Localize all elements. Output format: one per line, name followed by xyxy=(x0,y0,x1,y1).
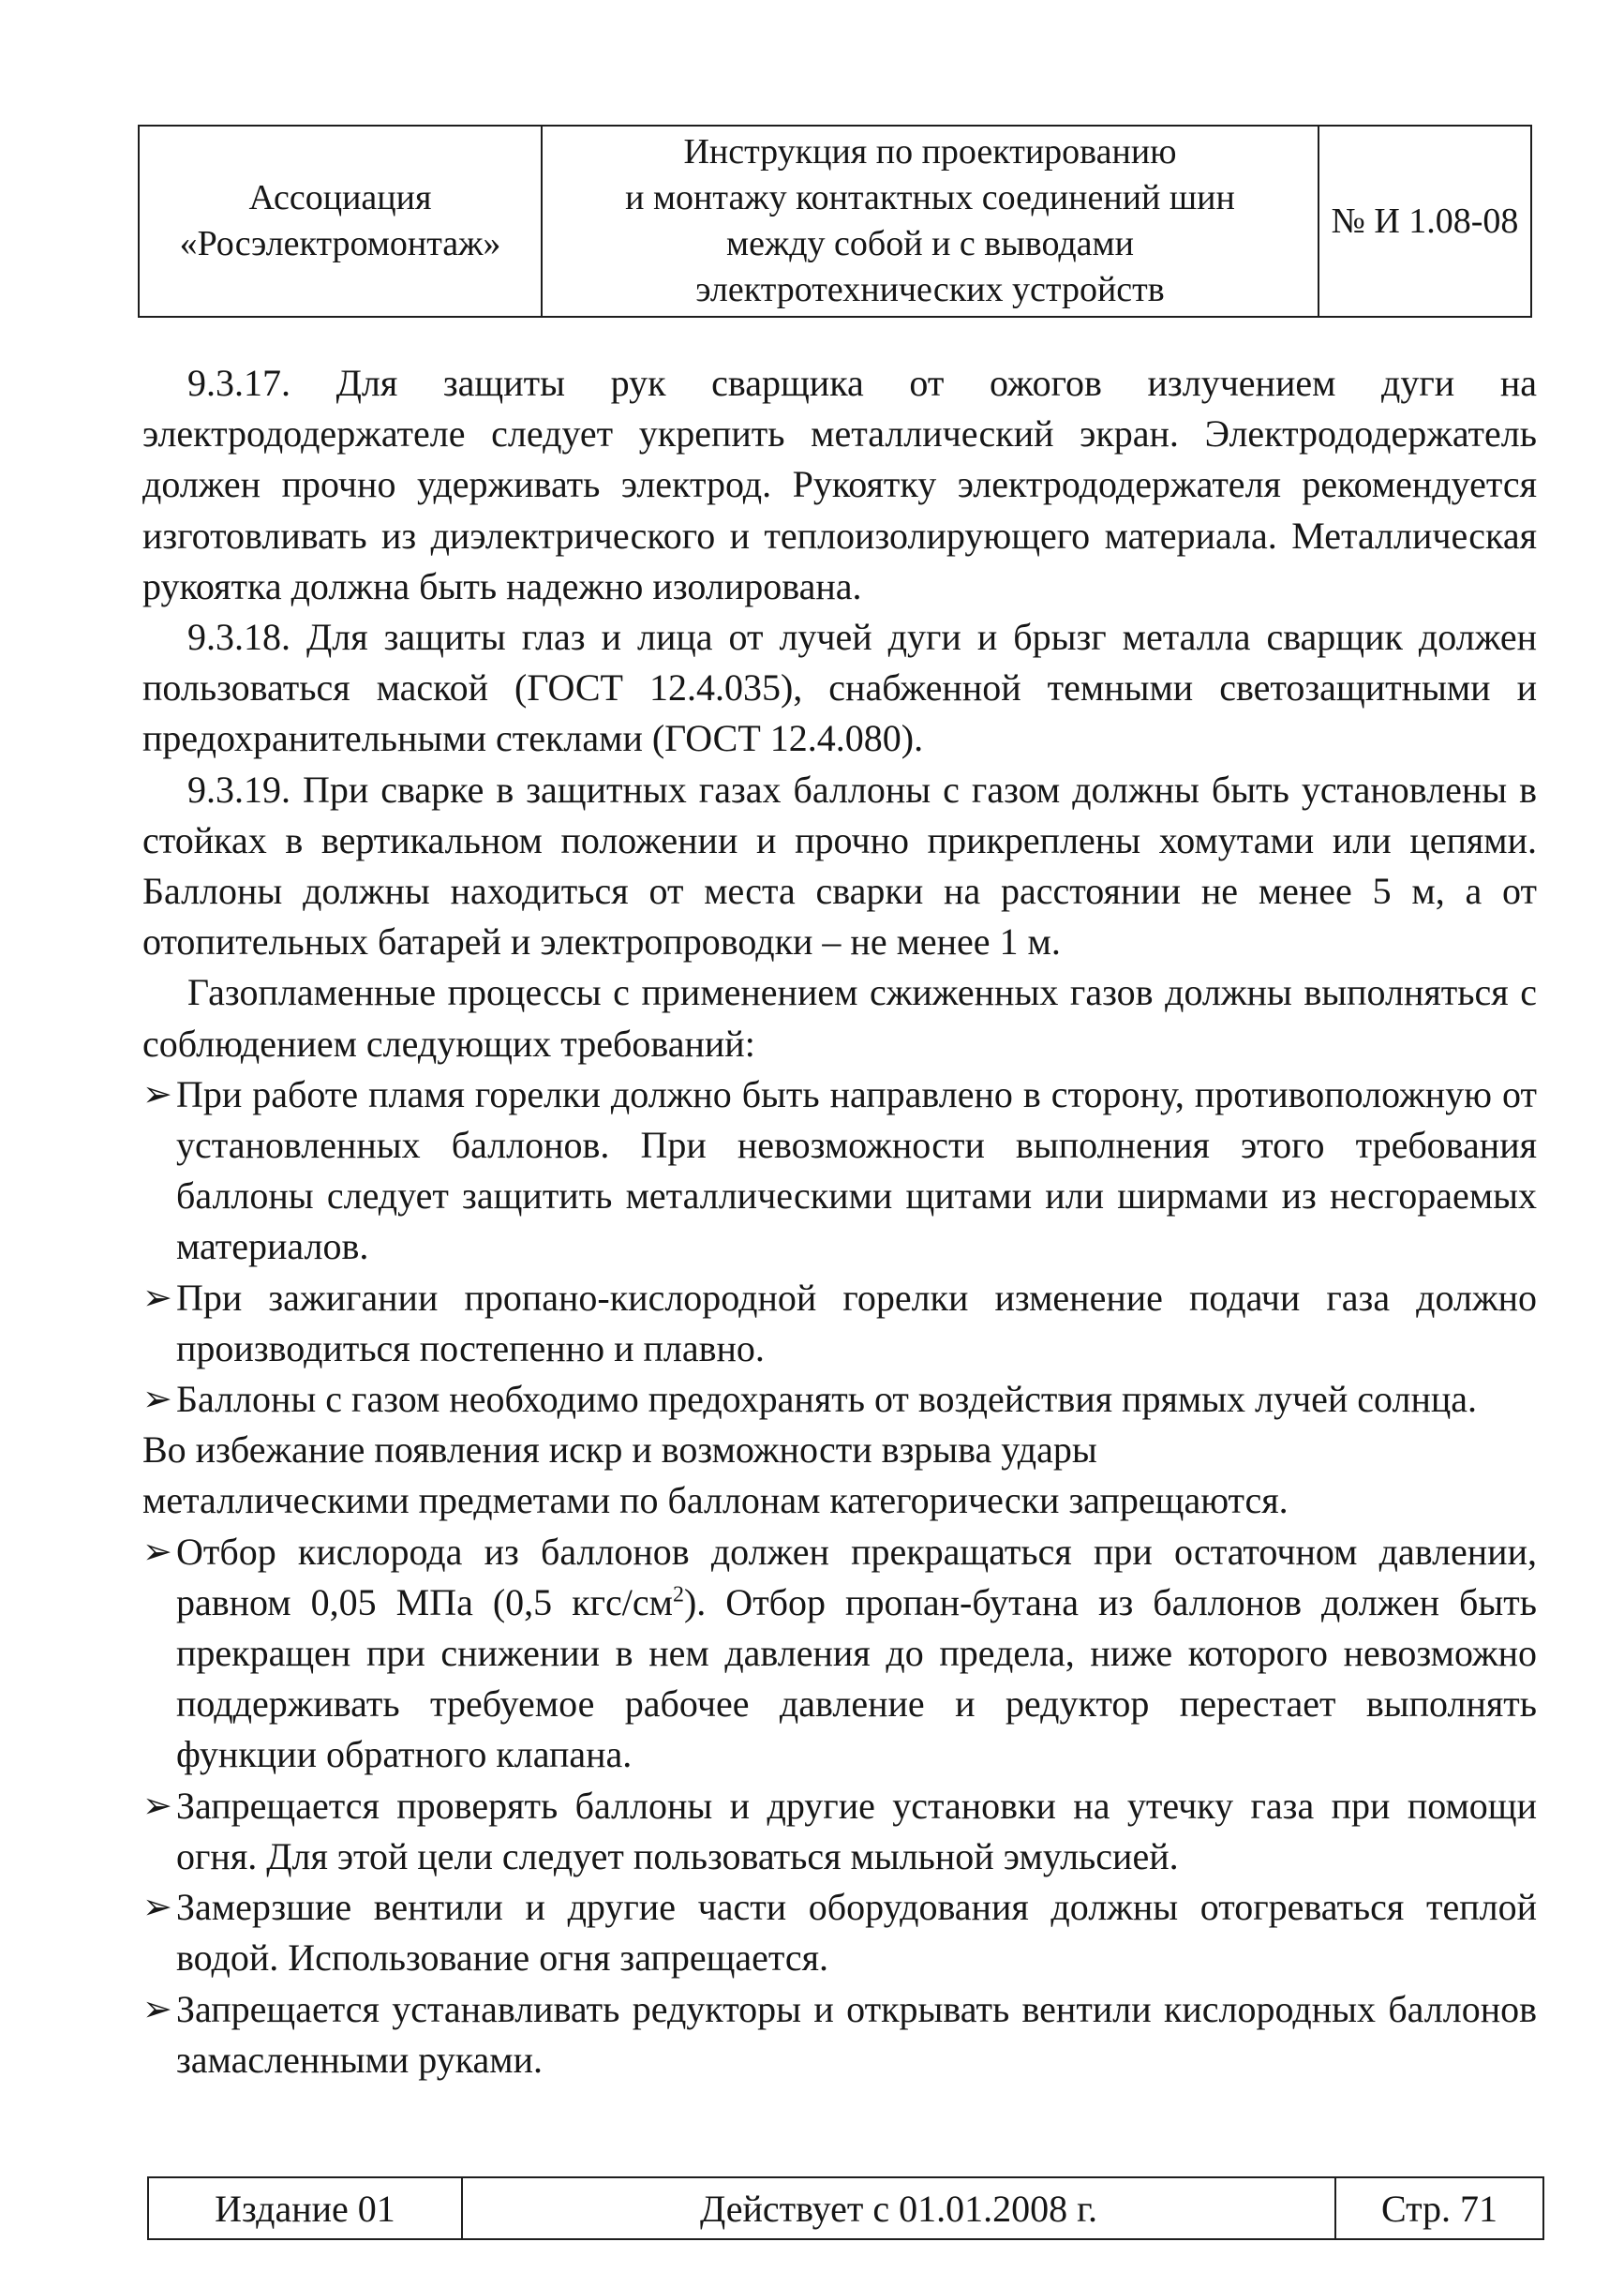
list-item-text: Запрещается проверять баллоны и другие установки на утечку газа при помощи огня. Для этой цели следует пользоваться мыльной эмульсией. xyxy=(176,1784,1537,1877)
list-item-text: Запрещается устанавливать редукторы и открывать вентили кислородных баллонов замасленными руками. xyxy=(176,1987,1537,2081)
page-number: Стр. 71 xyxy=(1380,2187,1498,2230)
edition-cell xyxy=(148,2177,462,2239)
document-title-cell xyxy=(542,126,1319,317)
page-number-cell xyxy=(1335,2177,1543,2239)
superscript-2: 2 xyxy=(672,1582,684,1607)
list-item xyxy=(142,1781,1537,1882)
organization-line: «Росэлектромонтаж» xyxy=(179,224,501,263)
gas-flame-intro: Газопламенные процессы с применением сжиженных газов должны выполняться с соблюдением следующих требований: xyxy=(142,971,1537,1065)
arrow-bullet-icon: ➢ xyxy=(142,1786,172,1826)
arrow-bullet-icon: ➢ xyxy=(142,1074,172,1114)
paragraph-9-3-18: 9.3.18. Для защиты глаз и лица от лучей дуги и брызг металла сварщик должен пользоваться маской (ГОСТ 12.4.035), снабженной темными светозащитными и предохранительными стеклами (ГОСТ 12.4.080). xyxy=(142,616,1537,760)
arrow-bullet-icon: ➢ xyxy=(142,1888,172,1928)
effective-date-cell xyxy=(462,2177,1335,2239)
list-item xyxy=(142,1527,1537,1781)
list-item xyxy=(142,1984,1537,2085)
document-title-line: и монтажу контактных соединений шин xyxy=(625,178,1235,217)
spark-warning-line: металлическими предметами по баллонам категорически запрещаются. xyxy=(142,1479,1289,1522)
list-item-text: При работе пламя горелки должно быть направлено в сторону, противоположную от установленных баллонов. При невозможности выполнения этого требования баллоны следует защитить металлическими щитами или ширмами из несгораемых материалов. xyxy=(176,1072,1537,1268)
document-number-cell xyxy=(1319,126,1531,317)
list-item-text: Замерзшие вентили и другие части оборудования должны отогреваться теплой водой. Использование огня запрещается. xyxy=(176,1886,1537,1980)
paragraph-9-3-17: 9.3.17. Для защиты рук сварщика от ожогов излучением дуги на электрододержателе следует укрепить металлический экран. Электрододержатель должен прочно удерживать электрод. Рукоятку электрододержателя рекомендуется изготовливать из диэлектрического и теплоизолирующего материала. Металлическая рукоятка должна быть надежно изолирована. xyxy=(142,362,1537,607)
list-item xyxy=(142,1069,1537,1273)
arrow-bullet-icon: ➢ xyxy=(142,1532,172,1572)
spark-warning-line: Во избежание появления искр и возможности взрыва удары xyxy=(142,1428,1097,1472)
document-number: № И 1.08-08 xyxy=(1331,201,1519,241)
body-text xyxy=(142,358,1537,2085)
pressure-text-after: ). Отбор пропан-бутана из баллонов должен быть прекращен при снижении в нем давления до предела, ниже которого невозможно поддерживать требуемое рабочее давление и редуктор перестает выполнять функции обратного клапана. xyxy=(176,1580,1537,1776)
document-title-line: между собой и с выводами xyxy=(726,224,1134,263)
edition-label: Издание 01 xyxy=(215,2187,395,2230)
document-title-line: электротехнических устройств xyxy=(695,270,1165,309)
list-item-text: При зажигании пропано-кислородной горелки изменение подачи газа должно производиться постепенно и плавно. xyxy=(176,1276,1537,1369)
effective-date: Действует с 01.01.2008 г. xyxy=(699,2187,1098,2230)
header-table xyxy=(138,125,1532,318)
arrow-bullet-icon: ➢ xyxy=(142,1380,172,1420)
pressure-text-before: Отбор кислорода из баллонов должен прекращаться при остаточном давлении, равном 0,05 МПа (0,5 кгс/см xyxy=(176,1530,1537,1623)
organization-cell xyxy=(139,126,542,317)
paragraph-9-3-19: 9.3.19. При сварке в защитных газах баллоны с газом должны быть установлены в стойках в вертикальном положении и прочно прикреплены хомутами или цепями. Баллоны должны находиться от места сварки на расстоянии не менее 5 м, а от отопительных батарей и электропроводки – не менее 1 м. xyxy=(142,768,1537,964)
list-item-text: Баллоны с газом необходимо предохранять от воздействия прямых лучей солнца. xyxy=(176,1378,1478,1421)
footer-table xyxy=(147,2176,1544,2240)
arrow-bullet-icon: ➢ xyxy=(142,1278,172,1318)
list-item xyxy=(142,1374,1537,1425)
list-item-text xyxy=(176,1527,1537,1781)
arrow-bullet-icon: ➢ xyxy=(142,1989,172,2029)
document-title-line: Инструкция по проектированию xyxy=(683,132,1177,172)
list-item xyxy=(142,1273,1537,1374)
organization-line: Ассоциация xyxy=(248,178,432,217)
list-item xyxy=(142,1882,1537,1983)
